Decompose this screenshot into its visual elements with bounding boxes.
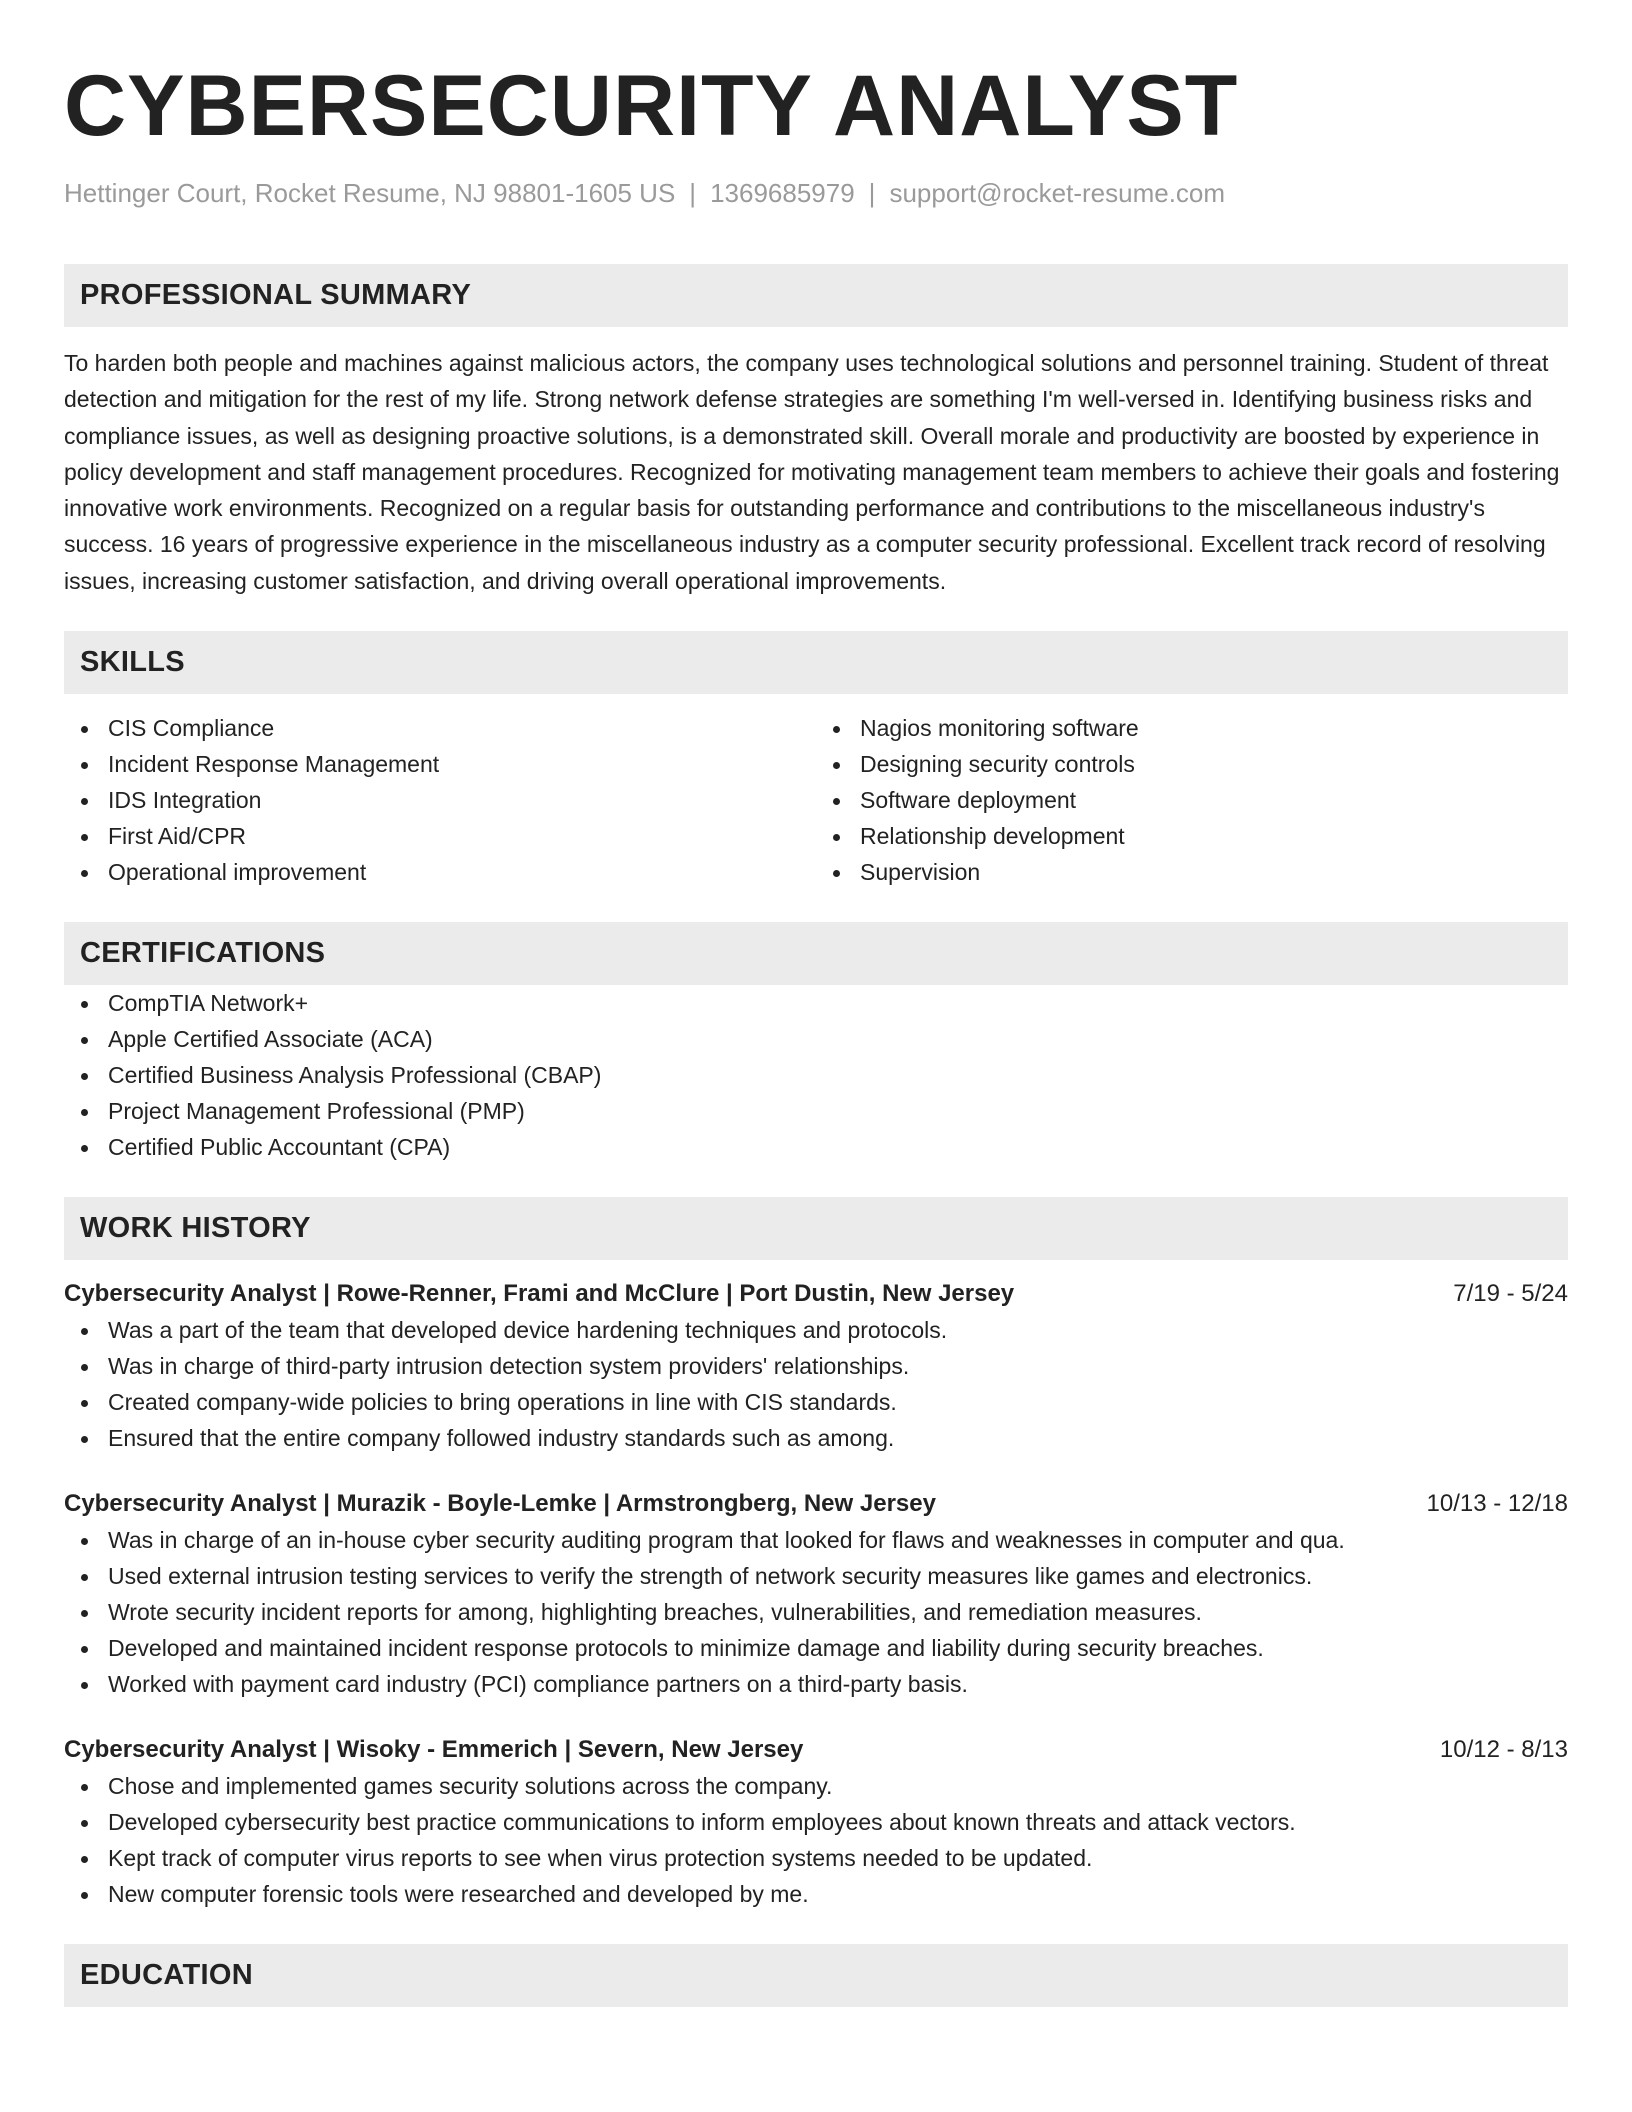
contact-address: Hettinger Court, Rocket Resume, NJ 98801-1605 US: [64, 178, 676, 208]
section-header-work-history: [64, 1197, 1568, 1260]
certification-item: CompTIA Network+: [64, 985, 1568, 1021]
certification-list: [64, 985, 1568, 1165]
job-header: [64, 1732, 1568, 1768]
job-bullet: Worked with payment card industry (PCI) compliance partners on a third-party basis.: [64, 1666, 1568, 1702]
skill-item: IDS Integration: [64, 782, 816, 818]
job-bullet: Developed cybersecurity best practice communications to inform employees about known threats and attack vectors.: [64, 1804, 1568, 1840]
section-header-summary: [64, 264, 1568, 327]
contact-email: support@rocket-resume.com: [889, 178, 1226, 208]
job-dates: 10/13 - 12/18: [1426, 1490, 1568, 1518]
job-bullet: Wrote security incident reports for among, highlighting breaches, vulnerabilities, and remediation measures.: [64, 1594, 1568, 1630]
job-entry: [64, 1732, 1568, 1912]
skill-item: Relationship development: [816, 818, 1568, 854]
skill-item: First Aid/CPR: [64, 818, 816, 854]
skill-item: Operational improvement: [64, 854, 816, 890]
skill-item: Designing security controls: [816, 746, 1568, 782]
job-dates: 7/19 - 5/24: [1453, 1280, 1568, 1308]
skills-grid: [64, 710, 1568, 890]
skill-item: Supervision: [816, 854, 1568, 890]
certification-item: Apple Certified Associate (ACA): [64, 1021, 1568, 1057]
section-header-education: [64, 1944, 1568, 2007]
job-entry: [64, 1276, 1568, 1456]
contact-separator: |: [868, 178, 876, 208]
job-bullet: Was in charge of an in-house cyber security auditing program that looked for flaws and weaknesses in computer and qua.: [64, 1522, 1568, 1558]
job-bullet-list: [64, 1522, 1568, 1702]
skills-column-left: [64, 710, 816, 890]
job-bullet: Was a part of the team that developed device hardening techniques and protocols.: [64, 1312, 1568, 1348]
section-header-certifications: [64, 922, 1568, 985]
skill-item: Incident Response Management: [64, 746, 816, 782]
section-title: SKILLS: [80, 646, 185, 679]
job-header: [64, 1486, 1568, 1522]
section-header-skills: [64, 631, 1568, 694]
job-dates: 10/12 - 8/13: [1439, 1736, 1568, 1764]
job-bullet: Created company-wide policies to bring operations in line with CIS standards.: [64, 1384, 1568, 1420]
section-title: PROFESSIONAL SUMMARY: [80, 279, 472, 311]
certification-item: Certified Business Analysis Professional (CBAP): [64, 1057, 1568, 1093]
job-bullet-list: [64, 1768, 1568, 1912]
contact-line: [64, 176, 1568, 210]
skills-column-right: [816, 710, 1568, 890]
job-bullet: Kept track of computer virus reports to see when virus protection systems needed to be updated.: [64, 1840, 1568, 1876]
skill-item: Nagios monitoring software: [816, 710, 1568, 746]
job-entry: [64, 1486, 1568, 1702]
job-title: Cybersecurity Analyst | Murazik - Boyle-Lemke | Armstrongberg, New Jersey: [64, 1490, 936, 1518]
section-title: CERTIFICATIONS: [80, 937, 326, 970]
job-bullet: Used external intrusion testing services to verify the strength of network security measures like games and electronics.: [64, 1558, 1568, 1594]
section-title: EDUCATION: [80, 1959, 253, 1992]
section-title: WORK HISTORY: [80, 1212, 311, 1245]
job-header: [64, 1276, 1568, 1312]
certification-item: Certified Public Accountant (CPA): [64, 1129, 1568, 1165]
job-bullet: New computer forensic tools were researched and developed by me.: [64, 1876, 1568, 1912]
certification-item: Project Management Professional (PMP): [64, 1093, 1568, 1129]
job-title: Cybersecurity Analyst | Rowe-Renner, Frami and McClure | Port Dustin, New Jersey: [64, 1280, 1015, 1308]
job-bullet: Ensured that the entire company followed industry standards such as among.: [64, 1420, 1568, 1456]
skill-item: Software deployment: [816, 782, 1568, 818]
job-bullet: Developed and maintained incident response protocols to minimize damage and liability during security breaches.: [64, 1630, 1568, 1666]
candidate-name: CYBERSECURITY ANALYST: [64, 58, 1239, 154]
job-bullet-list: [64, 1312, 1568, 1456]
job-bullet: Chose and implemented games security solutions across the company.: [64, 1768, 1568, 1804]
job-bullet: Was in charge of third-party intrusion detection system providers' relationships.: [64, 1348, 1568, 1384]
contact-phone: 1369685979: [710, 178, 855, 208]
summary-paragraph: To harden both people and machines against malicious actors, the company uses technological solutions and personnel training. Student of threat detection and mitigation for the rest of my life. Strong network defense strategies are something I'm well-versed in. Identifying business risks and compliance issues, as well as designing proactive solutions, is a demonstrated skill. Overall morale and productivity are boosted by experience in policy development and staff management procedures. Recognized for motivating management team members to achieve their goals and fostering innovative work environments. Recognized on a regular basis for outstanding performance and contributions to the miscellaneous industry's success. 16 years of progressive experience in the miscellaneous industry as a computer security professional. Excellent track record of resolving issues, increasing customer satisfaction, and driving overall operational improvements.: [64, 350, 1560, 594]
skill-item: CIS Compliance: [64, 710, 816, 746]
contact-separator: |: [689, 178, 697, 208]
job-title: Cybersecurity Analyst | Wisoky - Emmerich | Severn, New Jersey: [64, 1736, 804, 1764]
